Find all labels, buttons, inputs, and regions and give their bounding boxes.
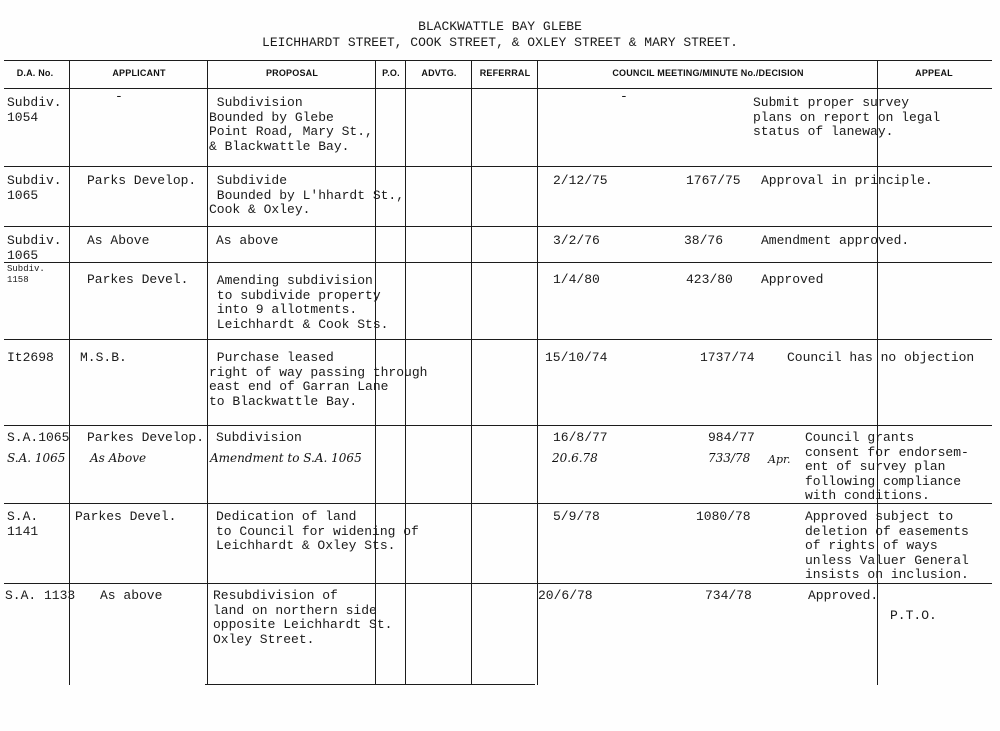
cell-meeting: - <box>620 89 628 104</box>
cell-proposal-handwritten: Amendment to S.A. 1065 <box>210 451 362 465</box>
cell-meeting: 1/4/80 <box>553 272 600 287</box>
col-header-referral: REFERRAL <box>479 68 531 78</box>
col-header-council: COUNCIL MEETING/MINUTE No./DECISION <box>612 68 804 78</box>
col-divider <box>471 60 472 685</box>
cell-proposal: Subdivide Bounded by L'hhardt St., Cook & Oxley. <box>209 173 405 217</box>
cell-da: S.A. 1141 <box>7 509 39 539</box>
cell-proposal: As above <box>216 233 279 248</box>
register-title-line2: LEICHHARDT STREET, COOK STREET, & OXLEY STREET & MARY STREET. <box>262 35 738 50</box>
cell-minute: 38/76 <box>684 233 724 248</box>
cell-applicant: As Above <box>87 233 150 248</box>
cell-applicant: Parkes Develop. <box>87 430 205 445</box>
cell-meeting: 15/10/74 <box>545 350 608 365</box>
cell-da-note: Subdiv. 1158 <box>7 264 45 285</box>
cell-applicant: Parkes Devel. <box>87 272 189 287</box>
cell-applicant: M.S.B. <box>80 350 127 365</box>
cell-minute: 1767/75 <box>686 173 741 188</box>
cell-decision: Approval in principle. <box>761 173 933 188</box>
cell-decision: Submit proper survey plans on report on legal status of laneway. <box>753 95 941 139</box>
table-top-rule <box>4 60 992 61</box>
register-title-line1: BLACKWATTLE BAY GLEBE <box>418 19 582 34</box>
col-header-po: P.O. <box>382 68 400 78</box>
cell-da: Subdiv. 1054 <box>7 95 62 125</box>
col-header-applicant: APPLICANT <box>112 68 166 78</box>
cell-decision-handwritten: Apr. <box>768 453 791 466</box>
pto-note: P.T.O. <box>890 608 937 623</box>
cell-applicant: Parkes Devel. <box>75 509 177 524</box>
cell-da: Subdiv. 1065 <box>7 173 62 203</box>
cell-da-handwritten: S.A. 1065 <box>7 451 66 465</box>
cell-decision: Approved subject to deletion of easements of rights of ways unless Valuer General insists on inclusion. <box>805 509 969 582</box>
cell-applicant: As above <box>100 588 163 603</box>
cell-da: S.A.1065 <box>7 430 70 445</box>
cell-proposal: Amending subdivision to subdivide property into 9 allotments. Leichhardt & Cook Sts. <box>216 273 389 332</box>
cell-applicant-handwritten: As Above <box>90 451 147 465</box>
cell-minute-handwritten: 733/78 <box>708 451 751 465</box>
cell-proposal: Subdivision <box>216 430 302 445</box>
cell-minute: 1080/78 <box>696 509 751 524</box>
cell-da: It2698 <box>7 350 54 365</box>
row-rule <box>4 166 992 167</box>
col-header-advtg: ADVTG. <box>421 68 457 78</box>
cell-proposal: Resubdivision of land on northern side opposite Leichhardt St. Oxley Street. <box>213 588 393 647</box>
cell-minute: 1737/74 <box>700 350 755 365</box>
cell-decision: Amendment approved. <box>761 233 910 248</box>
table-bottom-rule <box>205 684 535 685</box>
cell-decision: Approved <box>761 272 824 287</box>
cell-meeting: 20/6/78 <box>538 588 593 603</box>
cell-applicant: Parks Develop. <box>87 173 197 188</box>
row-rule <box>4 425 992 426</box>
col-header-appeal: APPEAL <box>915 68 953 78</box>
cell-proposal: Purchase leased right of way passing through east end of Garran Lane to Blackwattle Bay. <box>209 350 428 409</box>
cell-minute: 423/80 <box>686 272 733 287</box>
cell-da: S.A. 1133 <box>5 588 76 603</box>
cell-minute: 984/77 <box>708 430 755 445</box>
cell-decision: Council grants consent for endorsem- ent of survey plan following compliance with conditions. <box>805 430 969 503</box>
col-header-proposal: PROPOSAL <box>265 68 319 78</box>
cell-meeting-handwritten: 20.6.78 <box>552 451 598 465</box>
row-rule <box>4 262 992 263</box>
cell-meeting: 2/12/75 <box>553 173 608 188</box>
cell-applicant: - <box>115 89 123 104</box>
cell-proposal: Subdivision Bounded by Glebe Point Road, Mary St., & Blackwattle Bay. <box>209 95 373 154</box>
col-header-da: D.A. No. <box>16 68 54 78</box>
cell-meeting: 16/8/77 <box>553 430 608 445</box>
col-divider <box>207 60 208 685</box>
cell-meeting: 5/9/78 <box>553 509 600 524</box>
row-rule <box>4 583 992 584</box>
cell-minute: 734/78 <box>705 588 752 603</box>
row-rule <box>4 226 992 227</box>
cell-decision: Approved. <box>808 588 879 603</box>
cell-da: Subdiv. 1065 <box>7 233 62 263</box>
cell-decision: Council has no objection <box>787 350 975 365</box>
row-rule <box>4 339 992 340</box>
header-bottom-rule <box>4 88 992 89</box>
cell-meeting: 3/2/76 <box>553 233 600 248</box>
cell-proposal: Dedication of land to Council for widening of Leichhardt & Oxley Sts. <box>216 509 419 553</box>
